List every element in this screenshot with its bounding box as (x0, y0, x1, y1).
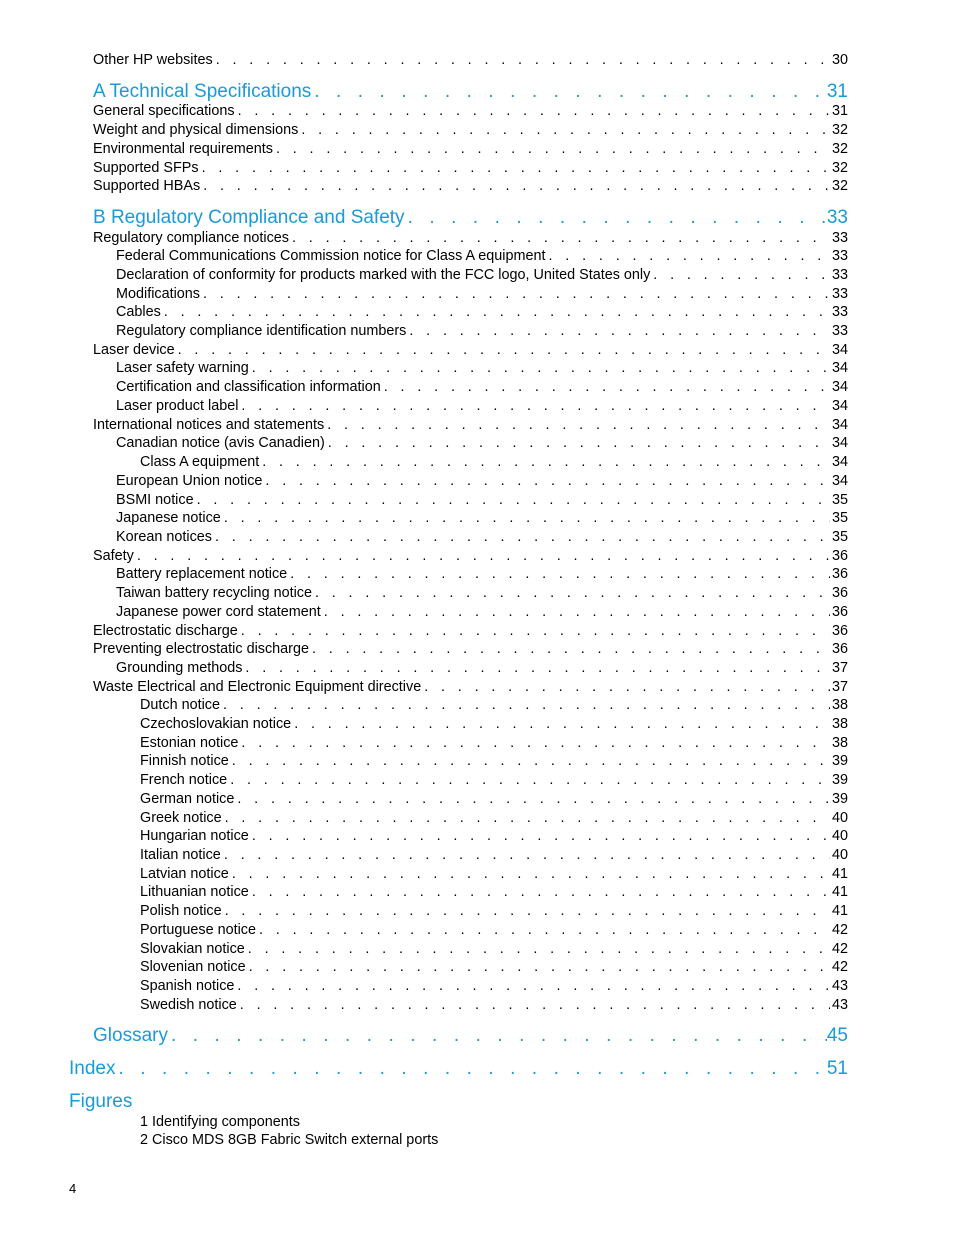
toc-entry-title: Taiwan battery recycling notice (116, 585, 312, 601)
toc-entry-page: 45 (826, 1025, 848, 1046)
toc-entry[interactable] (140, 771, 848, 789)
dot-leader (237, 996, 830, 1014)
toc-entry[interactable] (116, 584, 848, 602)
toc-entry[interactable] (140, 696, 848, 714)
toc-entry-title: Laser device (93, 342, 175, 358)
toc-entry[interactable] (93, 622, 848, 640)
toc-entry[interactable] (116, 472, 848, 490)
toc-entry[interactable] (116, 565, 848, 583)
toc-entry-page: 33 (831, 230, 848, 246)
dot-leader (229, 752, 830, 770)
toc-entry[interactable] (116, 378, 848, 396)
toc-entry[interactable] (116, 491, 848, 509)
toc-entry-title: Electrostatic discharge (93, 623, 238, 639)
toc-entry[interactable] (140, 846, 848, 864)
toc-entry-title: Dutch notice (140, 697, 220, 713)
toc-entry[interactable] (140, 996, 848, 1014)
toc-entry[interactable] (140, 734, 848, 752)
toc-entry-page: 34 (831, 379, 848, 395)
toc-entry-page: 34 (831, 454, 848, 470)
toc-entry-title: International notices and statements (93, 417, 325, 433)
toc-entry[interactable] (140, 752, 848, 770)
toc-entry-title: Waste Electrical and Electronic Equipment directive (93, 679, 422, 695)
toc-entry-title: Korean notices (116, 529, 212, 545)
dot-leader (249, 827, 830, 845)
toc-entry[interactable] (140, 865, 848, 883)
dot-leader (249, 359, 830, 377)
dot-leader (245, 940, 830, 958)
toc-entry-title: Preventing electrostatic discharge (93, 641, 309, 657)
dot-leader (262, 472, 830, 490)
dot-leader (227, 771, 830, 789)
toc-entry-page: 42 (831, 941, 848, 957)
toc-entry-title: Weight and physical dimensions (93, 122, 299, 138)
toc-entry-page: 38 (831, 697, 848, 713)
toc-entry-title: B Regulatory Compliance and Safety (93, 207, 405, 228)
toc-entry-page: 36 (831, 585, 848, 601)
dot-leader (200, 285, 830, 303)
dot-leader (238, 622, 830, 640)
dot-leader (650, 266, 830, 284)
dot-leader (212, 528, 830, 546)
toc-entry-title: General specifications (93, 103, 235, 119)
toc-entry[interactable] (116, 603, 848, 621)
toc-entry-title: Class A equipment (140, 454, 260, 470)
toc-entry-page: 34 (831, 398, 848, 414)
toc-entry[interactable] (140, 715, 848, 733)
toc-entry[interactable] (116, 359, 848, 377)
toc-entry-page: 31 (831, 103, 848, 119)
toc-entry-title: Supported HBAs (93, 178, 201, 194)
toc-entry-page: 34 (831, 435, 848, 451)
toc-entry[interactable] (140, 809, 848, 827)
page-number: 4 (69, 1181, 77, 1196)
toc-entry[interactable] (93, 102, 848, 120)
toc-entry-page: 34 (831, 360, 848, 376)
toc-entry[interactable] (116, 659, 848, 677)
toc-entry[interactable] (93, 640, 848, 658)
dot-leader (405, 205, 827, 231)
toc-entry-title: Swedish notice (140, 997, 237, 1013)
toc-entry[interactable] (93, 547, 848, 565)
toc-entry[interactable] (140, 940, 848, 958)
toc-entry-page: 38 (831, 716, 848, 732)
toc-entry-page: 32 (831, 178, 848, 194)
toc-entry[interactable] (93, 177, 848, 195)
toc-entry-page: 37 (831, 679, 848, 695)
toc-entry-title: Laser product label (116, 398, 239, 414)
toc-entry-page: 36 (831, 641, 848, 657)
toc-entry-page: 36 (831, 604, 848, 620)
toc-entry-title: Glossary (93, 1025, 168, 1046)
toc-entry-page: 42 (831, 922, 848, 938)
toc-entry-title: Hungarian notice (140, 828, 249, 844)
toc-entry-title: Polish notice (140, 903, 222, 919)
dot-leader (246, 958, 830, 976)
toc-entry-title: Grounding methods (116, 660, 243, 676)
toc-entry-title: Italian notice (140, 847, 221, 863)
dot-leader (221, 846, 830, 864)
toc-chapter-entry[interactable] (69, 1056, 848, 1082)
toc-entry-title: Latvian notice (140, 866, 229, 882)
toc-entry-page: 39 (831, 753, 848, 769)
dot-leader (421, 678, 830, 696)
toc-entry-page: 40 (831, 847, 848, 863)
toc-entry-page: 36 (831, 623, 848, 639)
toc-entry[interactable] (93, 229, 848, 247)
toc-entry-title: European Union notice (116, 473, 263, 489)
toc-entry-title: Greek notice (140, 810, 222, 826)
toc-chapter-entry[interactable] (93, 1023, 848, 1049)
dot-leader (175, 341, 830, 359)
toc-entry-title: Slovakian notice (140, 941, 245, 957)
toc-entry-page: 39 (831, 791, 848, 807)
dot-leader (249, 883, 830, 901)
dot-leader (199, 159, 830, 177)
toc-entry[interactable] (93, 51, 848, 69)
toc-entry-title: Regulatory compliance notices (93, 230, 289, 246)
toc-entry[interactable] (116, 322, 848, 340)
dot-leader (324, 416, 830, 434)
toc-entry[interactable] (140, 827, 848, 845)
toc-entry-page: 38 (831, 735, 848, 751)
toc-entry-page: 34 (831, 473, 848, 489)
toc-entry-title: Czechoslovakian notice (140, 716, 292, 732)
toc-entry-title: Certification and classification information (116, 379, 381, 395)
toc-entry[interactable] (93, 341, 848, 359)
toc-entry-title: Battery replacement notice (116, 566, 288, 582)
toc-entry-page: 34 (831, 417, 848, 433)
toc-entry-title: Environmental requirements (93, 141, 273, 157)
figures-heading: Figures (69, 1091, 133, 1112)
toc-entry-title: Safety (93, 548, 134, 564)
toc-entry-title: Modifications (116, 286, 200, 302)
toc-entry-page: 40 (831, 828, 848, 844)
figure-entry-2[interactable]: 2 Cisco MDS 8GB Fabric Switch external ports (140, 1132, 439, 1148)
dot-leader (289, 229, 830, 247)
toc-entry[interactable] (116, 247, 848, 265)
toc-entry[interactable] (93, 416, 848, 434)
toc-entry[interactable] (93, 159, 848, 177)
toc-entry-title: Estonian notice (140, 735, 239, 751)
toc-entry-page: 41 (831, 884, 848, 900)
dot-leader (309, 640, 830, 658)
dot-leader (273, 140, 830, 158)
toc-entry[interactable] (116, 303, 848, 321)
dot-leader (234, 977, 830, 995)
dot-leader (222, 902, 830, 920)
toc-entry-page: 32 (831, 122, 848, 138)
dot-leader (161, 303, 830, 321)
dot-leader (325, 434, 830, 452)
toc-entry-page: 39 (831, 772, 848, 788)
toc-entry-title: Portuguese notice (140, 922, 257, 938)
toc-entry-page: 37 (831, 660, 848, 676)
dot-leader (194, 491, 830, 509)
toc-entry-page: 34 (831, 342, 848, 358)
toc-entry-page: 32 (831, 141, 848, 157)
toc-entry-page: 43 (831, 978, 848, 994)
toc-entry[interactable] (116, 285, 848, 303)
toc-entry-title: German notice (140, 791, 235, 807)
dot-leader (213, 51, 830, 69)
toc-entry-page: 31 (826, 81, 848, 102)
dot-leader (256, 921, 830, 939)
figure-entry-1[interactable]: 1 Identifying components (140, 1114, 300, 1130)
toc-entry[interactable] (93, 121, 848, 139)
toc-entry-title: Laser safety warning (116, 360, 249, 376)
toc-entry-title: Japanese power cord statement (116, 604, 321, 620)
toc-entry-page: 35 (831, 492, 848, 508)
dot-leader (229, 865, 830, 883)
toc-entry-page: 33 (831, 248, 848, 264)
toc-entry[interactable] (140, 921, 848, 939)
toc-entry-page: 30 (831, 52, 848, 68)
toc-entry-page: 40 (831, 810, 848, 826)
toc-entry-title: Spanish notice (140, 978, 235, 994)
toc-entry-page: 43 (831, 997, 848, 1013)
toc-entry-title: BSMI notice (116, 492, 194, 508)
dot-leader (134, 547, 830, 565)
dot-leader (259, 453, 830, 471)
toc-entry-page: 33 (826, 207, 848, 228)
dot-leader (238, 397, 830, 415)
dot-leader (115, 1056, 826, 1082)
toc-entry-title: French notice (140, 772, 228, 788)
toc-entry[interactable] (140, 958, 848, 976)
toc-entry-page: 32 (831, 160, 848, 176)
dot-leader (200, 177, 830, 195)
dot-leader (220, 696, 830, 714)
toc-entry-page: 33 (831, 323, 848, 339)
toc-entry-page: 51 (826, 1058, 848, 1079)
dot-leader (235, 102, 830, 120)
toc-entry[interactable] (116, 434, 848, 452)
toc-entry-page: 42 (831, 959, 848, 975)
toc-entry-title: Federal Communications Commission notice for Class A equipment (116, 248, 546, 264)
dot-leader (546, 247, 830, 265)
toc-entry[interactable] (116, 528, 848, 546)
dot-leader (234, 790, 830, 808)
toc-entry[interactable] (140, 977, 848, 995)
toc-entry-page: 33 (831, 286, 848, 302)
dot-leader (321, 603, 830, 621)
dot-leader (242, 659, 830, 677)
toc-entry-title: Cables (116, 304, 161, 320)
toc-entry-title: A Technical Specifications (93, 81, 312, 102)
toc-entry-title: Canadian notice (avis Canadien) (116, 435, 325, 451)
toc-entry[interactable] (140, 790, 848, 808)
toc-entry-page: 36 (831, 566, 848, 582)
toc-entry-page: 35 (831, 529, 848, 545)
toc-entry-page: 33 (831, 267, 848, 283)
toc-entry-title: Index (69, 1058, 116, 1079)
toc-entry[interactable] (116, 509, 848, 527)
toc-entry-page: 33 (831, 304, 848, 320)
toc-entry-title: Regulatory compliance identification numbers (116, 323, 407, 339)
toc-entry-page: 41 (831, 903, 848, 919)
toc-entry-page: 36 (831, 548, 848, 564)
toc-entry-page: 41 (831, 866, 848, 882)
toc-entry-title: Declaration of conformity for products marked with the FCC logo, United States only (116, 267, 651, 283)
dot-leader (406, 322, 830, 340)
toc-entry[interactable] (140, 902, 848, 920)
dot-leader (221, 509, 830, 527)
toc-entry-title: Supported SFPs (93, 160, 199, 176)
toc-entry-title: Finnish notice (140, 753, 229, 769)
dot-leader (312, 584, 830, 602)
dot-leader (238, 734, 830, 752)
toc-entry-page: 35 (831, 510, 848, 526)
toc-entry-title: Japanese notice (116, 510, 221, 526)
toc-entry[interactable] (140, 883, 848, 901)
dot-leader (222, 809, 830, 827)
dot-leader (287, 565, 830, 583)
toc-entry[interactable] (93, 678, 848, 696)
toc-entry[interactable] (116, 266, 848, 284)
dot-leader (298, 121, 830, 139)
toc-entry[interactable] (116, 397, 848, 415)
dot-leader (381, 378, 830, 396)
dot-leader (291, 715, 830, 733)
toc-entry[interactable] (140, 453, 848, 471)
toc-entry-title: Slovenian notice (140, 959, 246, 975)
toc-entry-title: Other HP websites (93, 52, 213, 68)
toc-chapter-entry[interactable] (93, 205, 848, 231)
dot-leader (168, 1023, 827, 1049)
toc-entry-title: Lithuanian notice (140, 884, 249, 900)
toc-entry[interactable] (93, 140, 848, 158)
